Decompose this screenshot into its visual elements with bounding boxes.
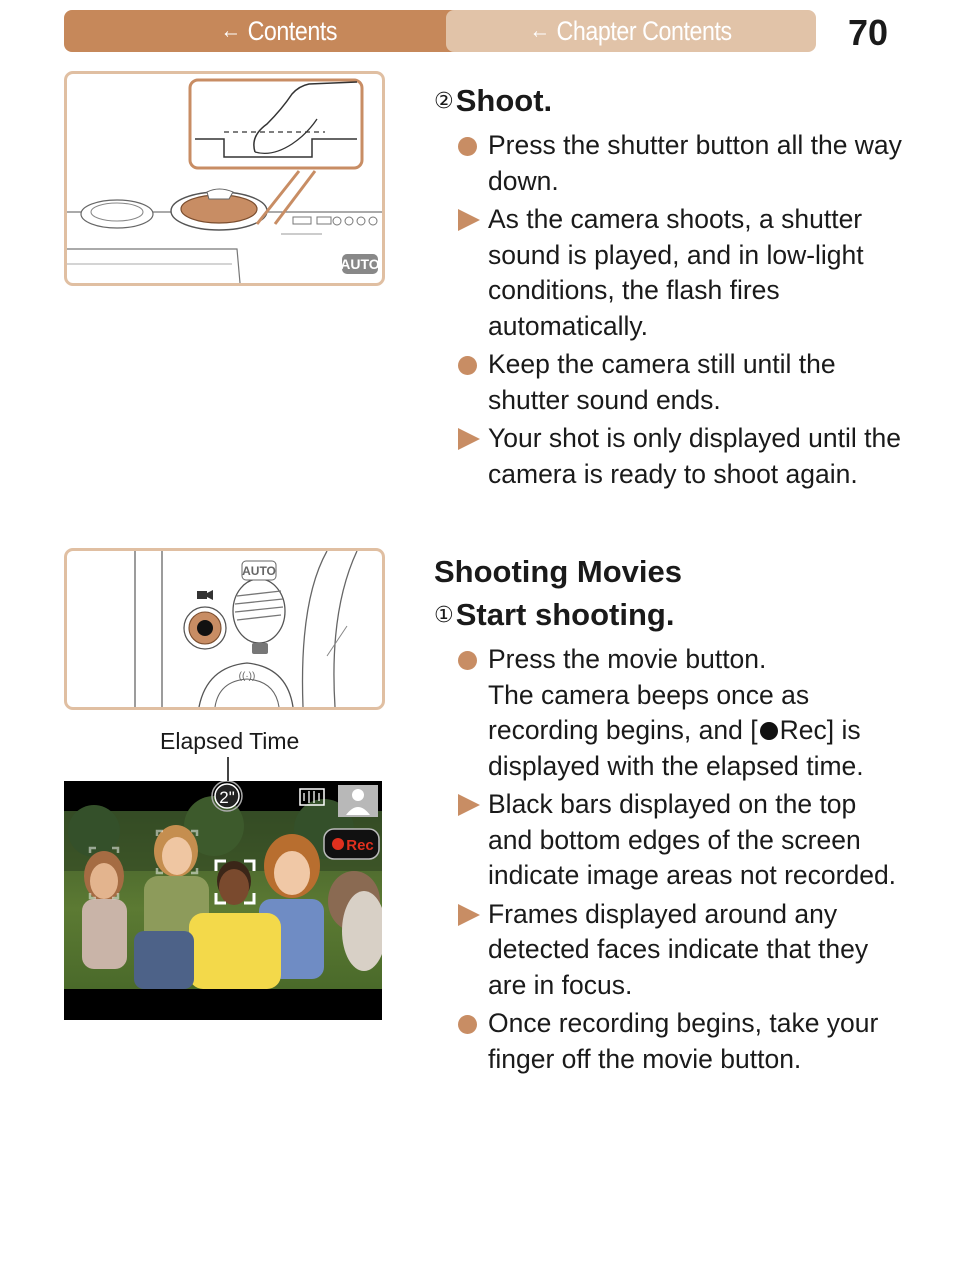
list-item-text: Rec] is displayed with the elapsed time. [488,715,864,781]
auto-mode-badge: AUTO [340,256,380,272]
list-item-text: Once recording begins, take your finger off the movie button. [488,1008,879,1074]
list-item [456,128,906,199]
list-item [456,642,906,784]
list-item [456,897,906,1004]
chapter-contents-button[interactable] [446,10,816,52]
result-triangle-icon [458,428,480,450]
list-item [456,421,906,492]
shoot-instructions [456,128,906,495]
auto-mode-badge: AUTO [242,564,276,578]
list-item-text: Press the shutter button all the way down. [488,130,902,196]
bullet-dot-icon [458,356,477,375]
list-item [456,202,906,344]
back-arrow-icon: ← [529,17,551,44]
bullet-dot-icon [458,651,477,670]
result-triangle-icon [458,794,480,816]
movie-recording-screen [64,781,382,1020]
section-heading: Shooting Movies [434,554,682,589]
rec-indicator [324,829,379,859]
list-item [456,1006,906,1077]
start-shooting-heading [434,597,674,633]
elapsed-time-readout: 2" [219,788,235,807]
contents-button[interactable] [64,10,494,52]
rec-label: Rec [346,837,374,854]
list-item-text: Your shot is only displayed until the camera is ready to shoot again. [488,423,901,489]
page-number: 70 [848,12,889,53]
back-arrow-icon: ← [220,17,241,44]
list-item-text: As the camera shoots, a shutter sound is played, and in low-light conditions, the flash fires automatically. [488,204,864,341]
list-item-text: Black bars displayed on the top and bottom edges of the screen indicate image areas not recorded. [488,789,897,890]
step-number: ② [434,88,454,113]
bullet-dot-icon [458,137,477,156]
svg-text:((·)): ((·)) [238,671,256,682]
step-number: ① [434,602,454,627]
list-item [456,787,906,894]
elapsed-time-label: Elapsed Time [160,728,300,754]
list-item-text: Frames displayed around any detected faces indicate that they are in focus. [488,898,869,1000]
movie-instructions [456,642,906,1080]
scene-person-icon [338,785,378,817]
list-item-text: Keep the camera still until the shutter sound ends. [488,349,836,415]
result-triangle-icon [458,904,480,926]
contents-label: Contents [247,15,338,46]
list-item [456,347,906,418]
start-shooting-title: Start shooting. [455,597,675,632]
bullet-dot-icon [458,1015,477,1034]
shoot-title: Shoot. [455,83,553,118]
movie-button-illustration [64,548,385,710]
elapsed-time-leader-line [227,757,229,783]
shutter-button-illustration [64,71,385,286]
shoot-heading [434,83,552,119]
record-dot-icon [760,722,778,740]
result-triangle-icon [458,209,480,231]
list-item-text: Press the movie button. [488,644,767,674]
chapter-contents-label: Chapter Contents [556,15,733,46]
list-item-text: The camera beeps once as recording begins, and [ [488,679,810,745]
